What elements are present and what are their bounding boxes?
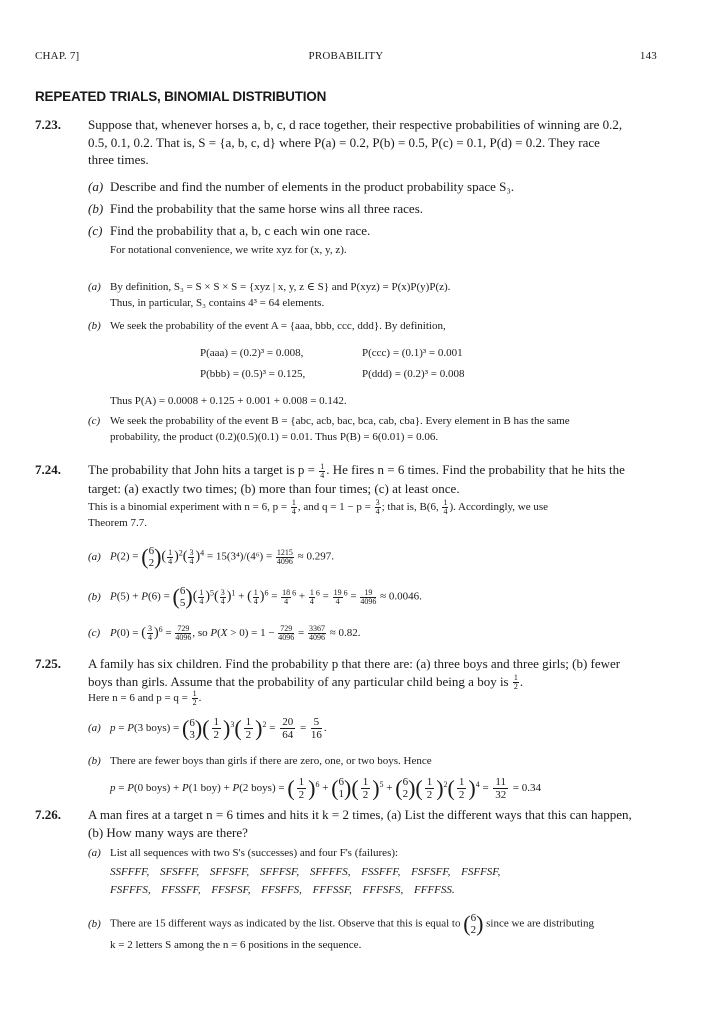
solution-part-a: (a) List all sequences with two S's (successes) and four F's (failures): SSFFFF, SFSFFF, SFFSFF, SFFFSF, SFFFFS, FSSFFF, FSFSFF, FSFFSF, FSFFFS, FFSSFF, FFSFSF, FFSFFS, FFFSSF, FFFSFS, FFFFSS. [88, 846, 658, 899]
question-text: Describe and find the number of elements in the product probability space S₃. [110, 179, 515, 194]
solution-part-b: (b) There are fewer boys than girls if there are zero, one, or two boys. Hence p = P(0 boys) + P(1 boy) + P(2 boys) = ( $\frac{1}{2}$ )$^6$ + ( 6 1 )( $\frac{1}{2}$ )$^5$ + ( 6 2 )( $\frac{1}{2}$ )$^2$( $\frac{1}{2}$ )$^4$ = $\frac{11}{32}$ = 0.34 [88, 755, 541, 801]
solution-text: Theorem 7.7. [88, 517, 147, 529]
solution-text: We seek the probability of the event B = {abc, acb, bac, bca, cab, cba}. Every element in B has the same [110, 415, 570, 427]
equation-ccc: P(ccc) = (0.1)³ = 0.001 [362, 347, 463, 359]
solution-text: probability, the product (0.2)(0.5)(0.1) = 0.01. Thus P(B) = 6(0.01) = 0.06. [110, 430, 439, 443]
problem-statement: target: (a) exactly two times; (b) more than four times; (c) at least once. [88, 480, 460, 496]
page-number: 143 [639, 50, 657, 62]
question-part-a: (a) Describe and find the number of elements in the product probability space S₃. [88, 179, 515, 194]
solution-intro: This is a binomial experiment with n = 6, p = $\frac{1}{4}$ , and q = 1 − p = $\frac{3}{4}$ ; that is, B(6, $\frac{1}{4}$ ). Accordingly, we use Theorem 7.7. [88, 499, 658, 532]
equation-ddd: P(ddd) = (0.2)³ = 0.008 [362, 368, 465, 380]
solution-text: Thus, in particular, S₃ contains 4³ = 64 elements. [110, 296, 325, 309]
problem-statement: boys than girls. Assume that the probability of any particular child being a boy is [88, 673, 509, 689]
solution-part-c: (c) P(0) = ( $\frac{3}{4}$ )$^6$ = $\frac{729}{4096}$ , so P(X > 0) = 1 − $\frac{729}{4096}$ = $\frac{3367}{4096}$ ≈ 0.82. [88, 624, 361, 642]
problem-number: 7.26. [35, 807, 61, 822]
problem-statement: (b) How many ways are there? [88, 824, 248, 840]
solution-note: For notational convenience, we write xyz for (x, y, z). [110, 244, 347, 256]
problem-statement: three times. [88, 152, 149, 167]
problem-statement: A family has six children. Find the probability p that there are: (a) three boys and three girls; (b) fewer [88, 656, 621, 671]
solution-text: = 15(3⁴)/(4⁶) = [206, 550, 273, 563]
equation-aaa: P(aaa) = (0.2)³ = 0.008, [200, 347, 304, 359]
problem-number: 7.24. [35, 462, 61, 477]
equation-bbb: P(bbb) = (0.5)³ = 0.125, [200, 368, 306, 380]
problem-statement: 0.5, 0.1, 0.2. That is, S = {a, b, c, d} where P(a) = 0.2, P(b) = 0.5, P(c) = 0.1, P(d) = 0.2. They race [88, 134, 600, 150]
problem-number: 7.23. [35, 117, 61, 132]
solution-part-b: (b) P(5) + P(6) = ( 6 5 )( $\frac{1}{4}$ )$^5$( $\frac{3}{4}$ )$^1$ + ( $\frac{1}{4}$ )$^6$ = $\frac{18}{4}$ $^6$ + $\frac{1}{4}$ $^6$ = $\frac{19}{4}$ $^6$ = $\frac{19}{4096}$ ≈ 0.0046. [88, 584, 422, 609]
problem-7-23 [35, 116, 657, 169]
solution-text: ; that is, B(6, [381, 501, 439, 514]
solution-text: since we are distributing [486, 917, 594, 930]
problem-statement: A man fires at a target n = 6 times and hits it k = 2 times, (a) List the different ways that this can happen, [88, 807, 632, 822]
problem-statement: Suppose that, whenever horses a, b, c, d race together, their respective probabilities of winning are 0.2, [88, 117, 623, 132]
question-text: Find the probability that a, b, c each win one race. [110, 223, 371, 238]
chapter-label: CHAP. 7] [35, 50, 80, 62]
question-text: Find the probability that the same horse wins all three races. [110, 201, 423, 216]
problem-7-26 [35, 806, 657, 841]
solution-part-b: (b) We seek the probability of the event A = {aaa, bbb, ccc, ddd}. By definition, [88, 320, 446, 332]
sequence-list-row: FSFFFS, FFSSFF, FFSFSF, FFSFFS, FFFSSF, FFFSFS, FFFFSS. [110, 884, 455, 896]
solution-intro: Here n = 6 and p = q = $\frac{1}{2}$ . [88, 689, 202, 707]
solution-text: ≈ 0.0046. [380, 590, 422, 603]
solution-text: By definition, S₃ = S × S × S = {xyz | x, y, z ∈ S} and P(xyz) = P(x)P(y)P(z). [110, 281, 451, 293]
problem-statement: . He fires n = 6 times. Find the probability that he hits the [326, 462, 625, 477]
solution-part-b: (b) There are 15 different ways as indicated by the list. Observe that this is equal to ( 6 2 ) since we are distributing k = 2 letters S among the n = 6 positions in the sequence. [88, 912, 658, 954]
solution-text: = 0.34 [512, 781, 541, 794]
solution-text: ≈ 0.82. [329, 627, 361, 640]
solution-text: Here n = 6 and p = q = [88, 692, 188, 705]
page-header [35, 50, 657, 66]
solution-text: ≈ 0.297. [297, 550, 334, 563]
solution-text: We seek the probability of the event A = {aaa, bbb, ccc, ddd}. By definition, [110, 320, 446, 332]
problem-number: 7.25. [35, 656, 61, 671]
solution-part-c: (c) We seek the probability of the event B = {abc, acb, bac, bca, cab, cba}. Every element in B has the same probability, the product (0.2)(0.5)(0.1) = 0.01. Thus P(B) = 6(0.01) = 0.06. [88, 414, 658, 445]
section-title: REPEATED TRIALS, BINOMIAL DISTRIBUTION [35, 89, 327, 104]
problem-7-25: 7.25. A family has six children. Find the probability p that there are: (a) three boys and three girls; (b) fewer boys than girls. Assume that the probability of any particular child being a boy is $\frac{1}{2}$ . [35, 655, 657, 691]
solution-text: List all sequences with two S's (successes) and four F's (failures): [110, 847, 399, 859]
solution-part-a: (a) P(2) = ( 6 2 )( $\frac{1}{4}$ )$^2$( $\frac{3}{4}$ )$^4$ = 15(3⁴)/(4⁶) = $\frac{1215}{4096}$ ≈ 0.297. [88, 544, 334, 569]
running-title: PROBABILITY [308, 50, 384, 62]
solution-text: There are fewer boys than girls if there are zero, one, or two boys. Hence [110, 755, 432, 767]
solution-text: ). Accordingly, we use [449, 501, 549, 514]
solution-text: k = 2 letters S among the n = 6 positions in the sequence. [110, 939, 362, 951]
problem-7-24: 7.24. The probability that John hits a target is p = $\frac{1}{4}$ . He fires n = 6 times. Find the probability that he hits the target: (a) exactly two times; (b) more than four times; (c) at least once. [35, 461, 657, 497]
solution-part-a: (a) p = P(3 boys) = ( 6 3 )( $\frac{1}{2}$ )$^3$( $\frac{1}{2}$ )$^2$ = $\frac{20}{64}$ = $\frac{5}{16}$ . [88, 715, 327, 741]
solution-text: , and q = 1 − p = [297, 501, 371, 514]
solution-text: There are 15 different ways as indicated by the list. Observe that this is equal to [110, 917, 461, 930]
solution-text: Thus P(A) = 0.0008 + 0.125 + 0.001 + 0.008 = 0.142. [110, 395, 347, 407]
problem-statement: . [519, 673, 524, 689]
question-part-b: (b) Find the probability that the same horse wins all three races. [88, 201, 423, 216]
solution-part-a: (a) By definition, S₃ = S × S × S = {xyz | x, y, z ∈ S} and P(xyz) = P(x)P(y)P(z). Thus, in particular, S₃ contains 4³ = 64 elements. [88, 280, 658, 311]
sequence-list-row: SSFFFF, SFSFFF, SFFSFF, SFFFSF, SFFFFS, FSSFFF, FSFSFF, FSFFSF, [110, 865, 501, 878]
problem-statement: The probability that John hits a target is p = [88, 462, 315, 477]
question-part-c: (c) Find the probability that a, b, c each win one race. [88, 223, 371, 238]
solution-text: This is a binomial experiment with n = 6, p = [88, 501, 288, 514]
